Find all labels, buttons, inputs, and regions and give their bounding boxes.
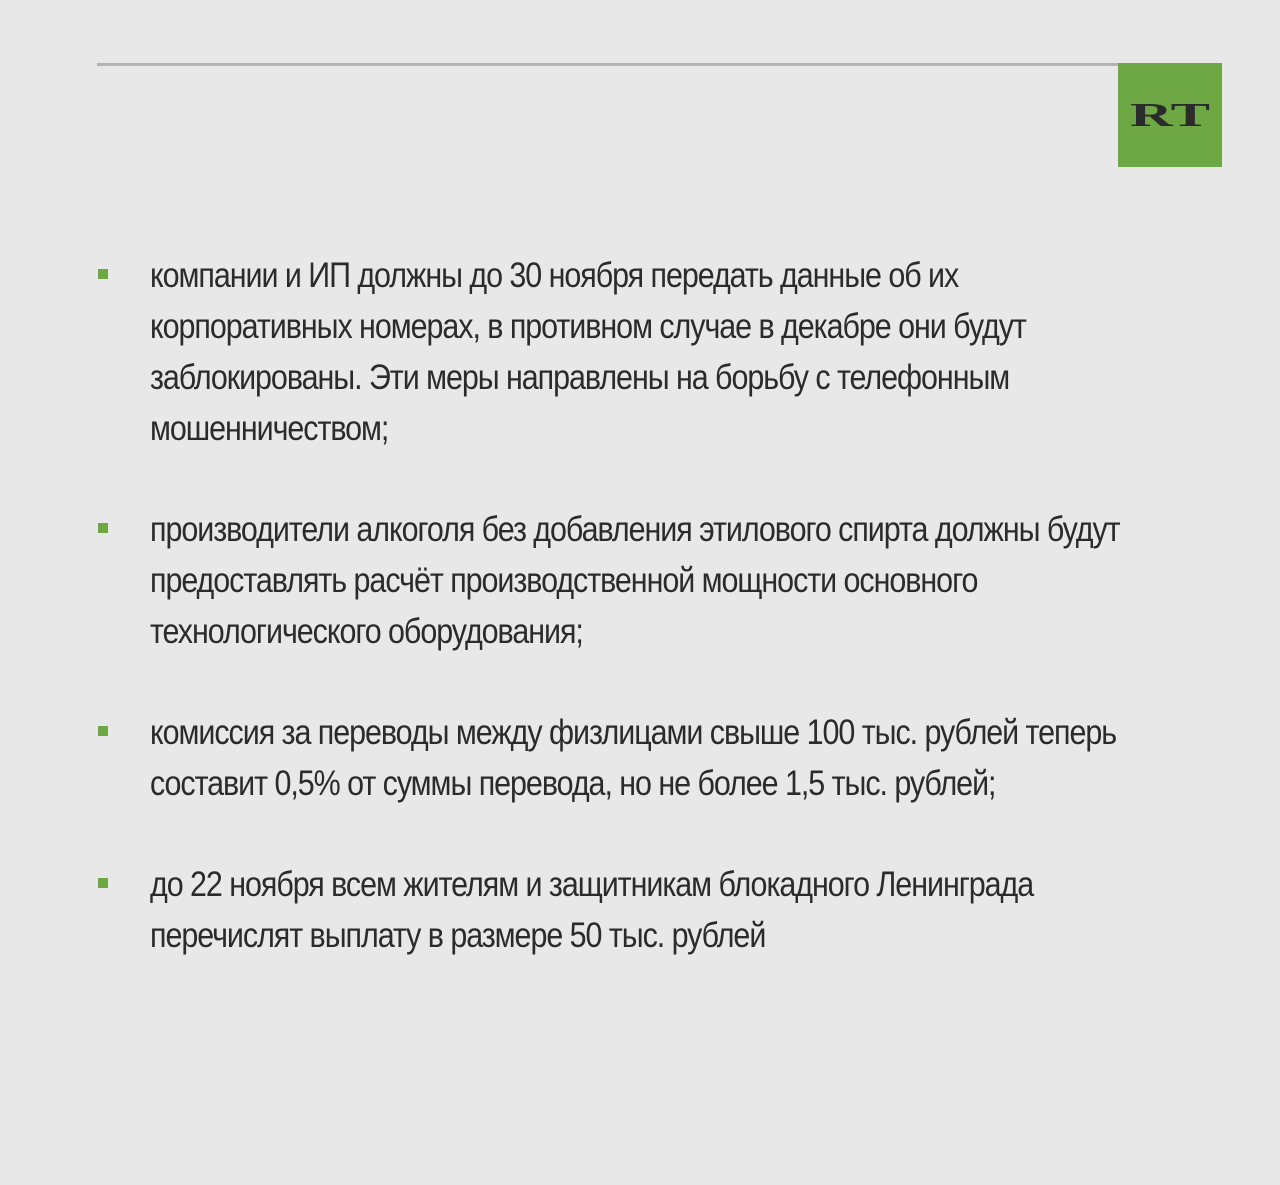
list-item bbox=[96, 707, 1176, 809]
rt-logo-icon bbox=[1129, 100, 1211, 130]
list-item-text: компании и ИП должны до 30 ноября передать данные об их корпоративных номерах, в противном случае в декабре они будут заблокированы. Эти меры направлены на борьбу с телефонным мошенничеством; bbox=[150, 256, 1026, 448]
list-item-text: комиссия за переводы между физлицами свыше 100 тыс. рублей теперь составит 0,5% от суммы перевода, но не более 1,5 тыс. рублей; bbox=[150, 713, 1117, 803]
square-bullet-icon bbox=[98, 726, 108, 736]
top-divider bbox=[97, 63, 1119, 66]
square-bullet-icon bbox=[98, 523, 108, 533]
square-bullet-icon bbox=[98, 878, 108, 888]
list-item-text: до 22 ноября всем жителям и защитникам блокадного Ленинграда перечислят выплату в размере 50 тыс. рублей bbox=[150, 865, 1034, 955]
list-item-text: производители алкоголя без добавления этилового спирта должны будут предоставлять расчёт производственной мощности основного технологического оборудования; bbox=[150, 510, 1120, 651]
rt-logo-text: RT bbox=[1130, 100, 1211, 130]
news-list bbox=[96, 250, 1176, 1011]
square-bullet-icon bbox=[98, 269, 108, 279]
rt-logo bbox=[1118, 63, 1222, 167]
list-item bbox=[96, 504, 1176, 657]
list-item bbox=[96, 859, 1176, 961]
list-item bbox=[96, 250, 1176, 454]
